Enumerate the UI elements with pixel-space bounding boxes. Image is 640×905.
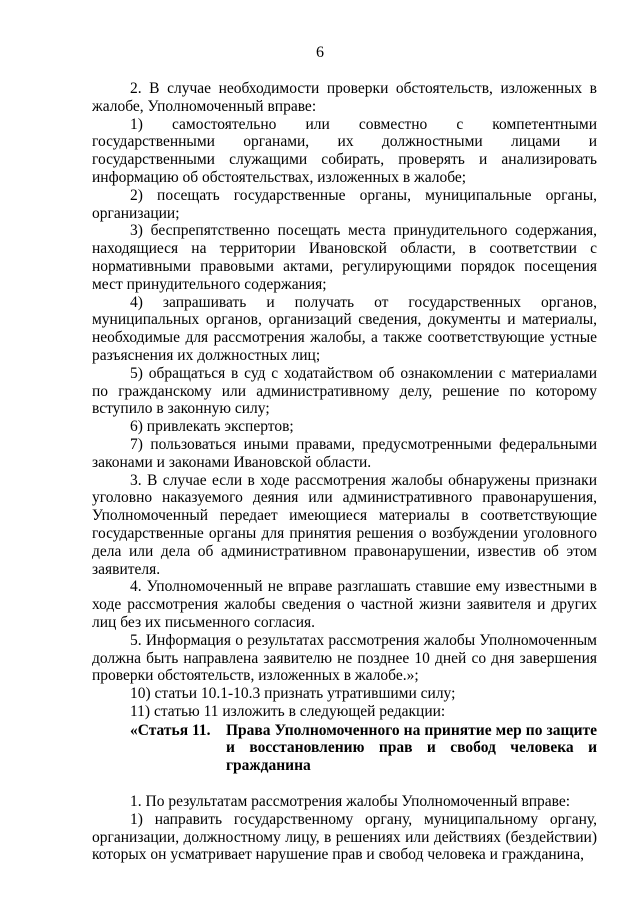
- paragraph: 5. Информация о результатах рассмотрения жалобы Уполномоченным должна быть направлена заявителю не позднее 10 дней со дня завершения проверки обстоятельств, изложенных в жалобе.»;: [92, 631, 597, 685]
- paragraph: 6) привлекать экспертов;: [130, 418, 294, 436]
- document-body: [92, 80, 597, 864]
- paragraph: 3) беспрепятственно посещать места принудительного содержания, находящиеся на территории Ивановской области, в соответствии с нормативными правовыми актами, регулирующими порядок посещения мест принудительного содержания;: [92, 222, 597, 293]
- paragraph: 4) запрашивать и получать от государственных органов, муниципальных органов, организаций сведения, документы и материалы, необходимые для рассмотрения жалобы, а также соответствующие устные разъяснения их должностных лиц;: [92, 293, 597, 364]
- paragraph: 7) пользоваться иными правами, предусмотренными федеральными законами и законами Ивановской области.: [92, 435, 597, 471]
- spacer: [92, 775, 597, 793]
- paragraph: 10) статьи 10.1-10.3 признать утратившими силу;: [130, 685, 456, 703]
- paragraph: 1) самостоятельно или совместно с компетентными государственными органами, их должностными лицами и государственными служащими собирать, проверять и анализировать информацию об обстоятельствах, изложенных в жалобе;: [92, 115, 597, 186]
- paragraph: 3. В случае если в ходе рассмотрения жалобы обнаружены признаки уголовно наказуемого деяния или административного правонарушения, Уполномоченный передает имеющиеся материалы в соответствующие государственные органы для принятия решения о возбуждении уголовного дела или дела об административном правонарушении, известив об этом заявителя.: [92, 471, 597, 578]
- article-title: Права Уполномоченного на принятие мер по защите и восстановлению прав и свобод человека и гражданина: [226, 721, 597, 775]
- paragraph: 2) посещать государственные органы, муниципальные органы, организации;: [92, 186, 597, 222]
- page-number: 6: [316, 44, 324, 61]
- paragraph: 5) обращаться в суд с ходатайством об ознакомлении с материалами по гражданскому или административному делу, решение по которому вступило в законную силу;: [92, 364, 597, 418]
- paragraph: 2. В случае необходимости проверки обстоятельств, изложенных в жалобе, Уполномоченный вправе:: [92, 80, 597, 115]
- article-heading: [92, 722, 597, 775]
- article-number: «Статья 11.: [130, 721, 211, 739]
- paragraph: 1) направить государственному органу, муниципальному органу, организации, должностному лицу, в решениях или действиях (бездействии) которых он усматривает нарушение прав и свобод человека и гражданина,: [92, 810, 597, 864]
- paragraph: 4. Уполномоченный не вправе разглашать ставшие ему известными в ходе рассмотрения жалобы сведения о частной жизни заявителя и других лиц без их письменного согласия.: [92, 578, 597, 631]
- paragraph: 1. По результатам рассмотрения жалобы Уполномоченный вправе:: [130, 793, 571, 811]
- paragraph: 11) статью 11 изложить в следующей редакции:: [130, 702, 446, 720]
